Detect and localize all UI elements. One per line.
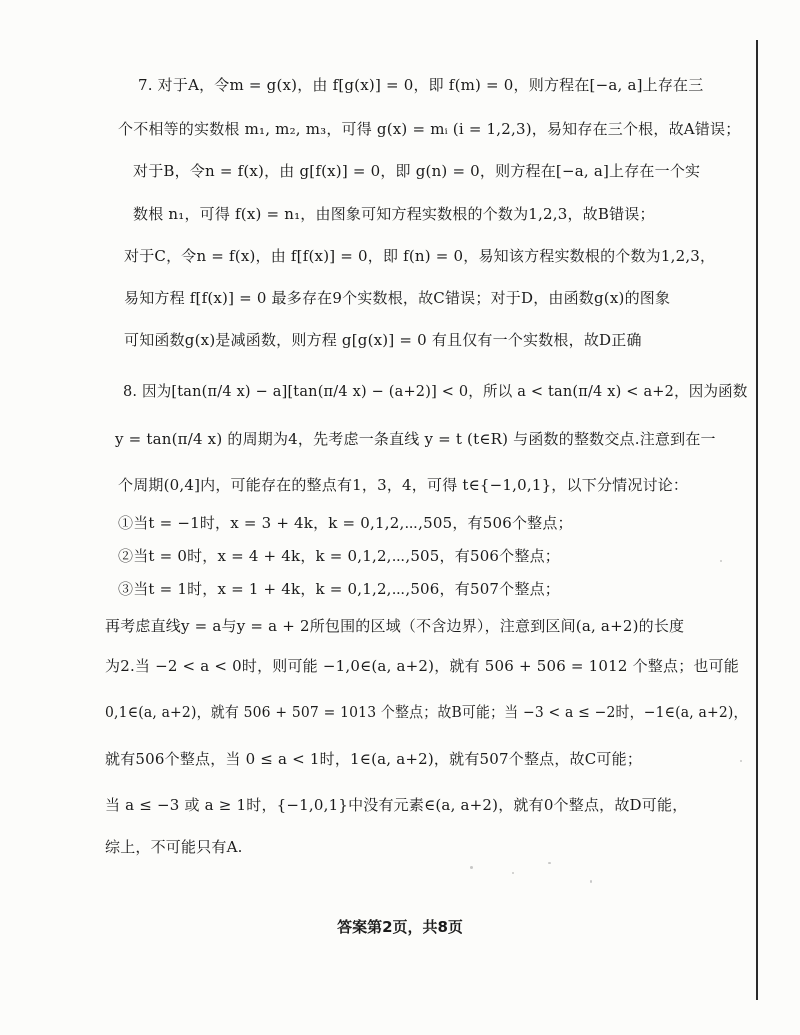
q7-line-4: 数根 n₁，可得 f(x) = n₁，由图象可知方程实数根的个数为1,2,3，故B错误； [133,205,655,223]
q7-line-3: 对于B，令n = f(x)，由 g[f(x)] = 0，即 g(n) = 0，则方程在[−a, a]上存在一个实 [133,162,701,180]
q7-line-7: 可知函数g(x)是减函数，则方程 g[g(x)] = 0 有且仅有一个实数根，故D正确 [124,331,642,349]
scan-speck [512,872,514,874]
q8-line-3: 个周期(0,4]内，可能存在的整点有1，3，4，可得 t∈{−1,0,1}，以下分情况讨论： [118,476,689,494]
scan-speck [470,866,473,869]
scan-speck [548,862,551,864]
q8-case-3: ③当t = 1时，x = 1 + 4k，k = 0,1,2,⋯,506，有507个整点； [118,580,560,598]
q8-line-9: 0,1∈(a, a+2)，就有 506 + 507 = 1013 个整点；故B可能；当 −3 < a ≤ −2时，−1∈(a, a+2)， [105,703,748,721]
scan-speck [590,880,592,883]
q8-line-8: 为2.当 −2 < a < 0时，则可能 −1,0∈(a, a+2)，就有 506 + 506 = 1012 个整点；也可能 [105,657,740,675]
page-footer: 答案第2页，共8页 [337,918,463,936]
q8-line-1: 8. 因为[tan(π/4 x) − a][tan(π/4 x) − (a+2)] < 0，所以 a < tan(π/4 x) < a+2，因为函数 [123,382,748,400]
q8-case-1: ①当t = −1时，x = 3 + 4k，k = 0,1,2,⋯,505，有506个整点； [118,514,573,532]
q8-line-2: y = tan(π/4 x) 的周期为4，先考虑一条直线 y = t (t∈R) 与函数的整数交点.注意到在一 [115,430,716,448]
q7-line-2: 个不相等的实数根 m₁, m₂, m₃，可得 g(x) = mᵢ (i = 1,2,3)，易知存在三个根，故A错误； [118,120,741,138]
scan-speck [740,760,742,762]
page-border-line [756,40,758,1000]
q8-conclusion: 综上，不可能只有A. [105,838,243,856]
q8-case-2: ②当t = 0时，x = 4 + 4k，k = 0,1,2,⋯,505，有506个整点； [118,547,560,565]
q7-line-5: 对于C，令n = f(x)，由 f[f(x)] = 0，即 f(n) = 0，易知该方程实数根的个数为1,2,3， [124,247,716,265]
q8-line-10: 就有506个整点，当 0 ≤ a < 1时，1∈(a, a+2)，就有507个整点，故C可能； [105,750,643,768]
q8-line-7: 再考虑直线y = a与y = a + 2所包围的区域（不含边界），注意到区间(a, a+2)的长度 [105,617,685,635]
q7-line-6: 易知方程 f[f(x)] = 0 最多存在9个实数根，故C错误；对于D，由函数g(x)的图象 [124,289,671,307]
scan-speck [720,560,722,562]
q8-line-11: 当 a ≤ −3 或 a ≥ 1时，{−1,0,1}中没有元素∈(a, a+2)，就有0个整点，故D可能， [105,796,688,814]
q7-line-1: 7. 对于A，令m = g(x)，由 f[g(x)] = 0，即 f(m) = 0，则方程在[−a, a]上存在三 [138,76,704,94]
